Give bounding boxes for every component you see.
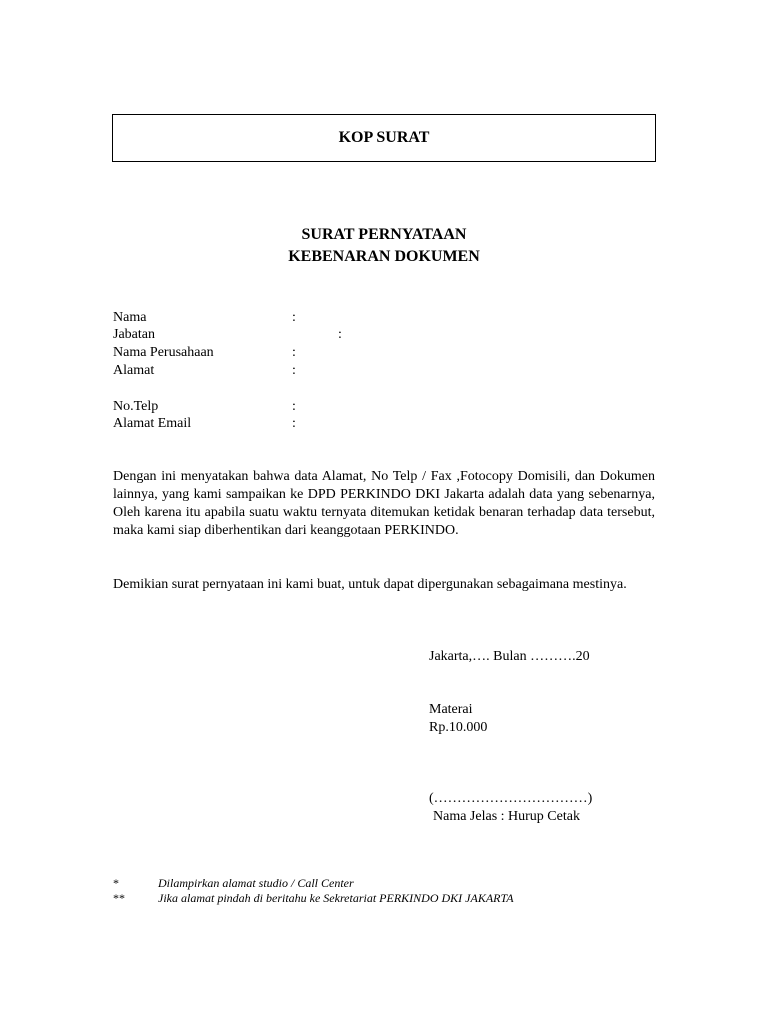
document-title-line1: SURAT PERNYATAAN (301, 226, 467, 243)
footnote-mark: ** (113, 891, 125, 905)
document-title-line2: KEBENARAN DOKUMEN (288, 248, 480, 265)
letterhead-box (112, 114, 656, 162)
materai-amount: Rp.10.000 (429, 720, 488, 735)
letterhead-label: KOP SURAT (338, 129, 430, 146)
field-label: Alamat Email (113, 416, 192, 431)
field-colon: : (292, 310, 296, 325)
footnote-text: Jika alamat pindah di beritahu ke Sekretariat PERKINDO DKI JAKARTA (158, 891, 514, 905)
footnote-mark: * (113, 876, 119, 890)
closing-paragraph: Demikian surat pernyataan ini kami buat, untuk dapat dipergunakan sebagaimana mestinya. (113, 577, 627, 592)
field-colon: : (292, 416, 296, 431)
place-date: Jakarta,…. Bulan ……….20 (429, 649, 590, 664)
field-label: Alamat (113, 363, 155, 378)
field-colon: : (292, 363, 296, 378)
field-label: Nama Perusahaan (113, 345, 214, 360)
statement-paragraph: Dengan ini menyatakan bahwa data Alamat, No Telp / Fax ,Fotocopy Domisili, dan Dokumen lainnya, yang kami sampaikan ke DPD PERKINDO DKI Jakarta adalah data yang sebenarnya, Oleh karena itu apabila suatu waktu ternyata ditemukan ketidak benaran terhadap data tersebut, maka kami siap diberhentikan dari keanggotaan PERKINDO. (113, 469, 655, 538)
field-label: No.Telp (113, 399, 159, 414)
signature-name-note: Nama Jelas : Hurup Cetak (433, 809, 580, 824)
field-colon: : (292, 399, 296, 414)
signature-name-line: (……………………………) (429, 791, 593, 806)
field-colon: : (292, 345, 296, 360)
footnote-text: Dilampirkan alamat studio / Call Center (158, 876, 354, 890)
materai-label: Materai (429, 702, 473, 717)
field-colon: : (338, 327, 342, 342)
field-label: Jabatan (113, 327, 155, 342)
field-label: Nama (113, 310, 147, 325)
